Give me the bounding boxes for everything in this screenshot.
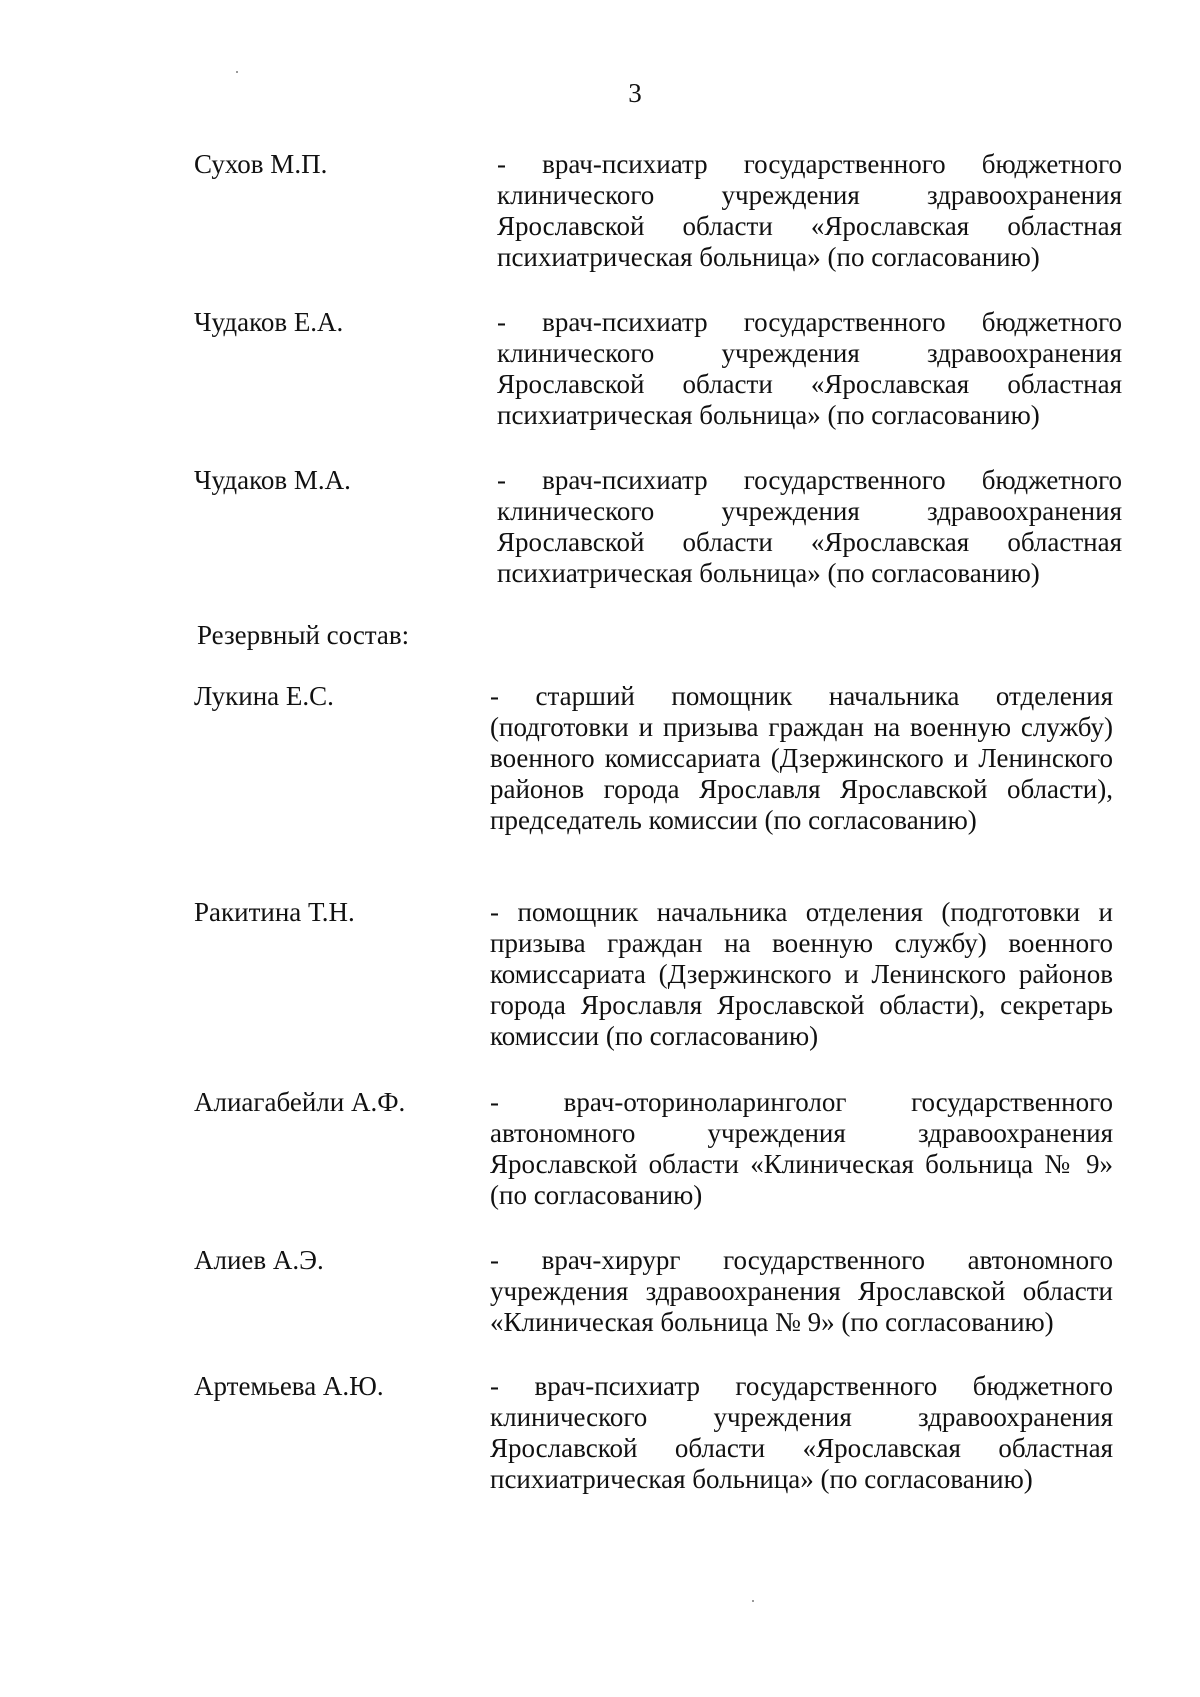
- member-description: - врач-психиатр государственного бюджетного клинического учреждения здравоохранения Ярославской области «Ярославская областная психиатрическая больница» (по согласованию): [497, 465, 1122, 588]
- scan-speck: [236, 71, 238, 73]
- member-name: Артемьева А.Ю.: [194, 1371, 384, 1401]
- member-description: - врач-психиатр государственного бюджетного клинического учреждения здравоохранения Ярославской области «Ярославская областная психиатрическая больница» (по согласованию): [497, 307, 1122, 430]
- member-description: - помощник начальника отделения (подготовки и призыва граждан на военную службу) военного комиссариата (Дзержинского и Ленинского районов города Ярославля Ярославской области), секретарь комиссии (по согласованию): [490, 897, 1113, 1051]
- member-description: - врач-хирург государственного автономного учреждения здравоохранения Ярославской области «Клиническая больница № 9» (по согласованию): [490, 1245, 1113, 1337]
- reserve-heading: Резервный состав:: [197, 620, 410, 650]
- member-name: Лукина Е.С.: [194, 681, 334, 711]
- member-description: - старший помощник начальника отделения (подготовки и призыва граждан на военную службу) военного комиссариата (Дзержинского и Ленинского районов города Ярославля Ярославской области), председатель комиссии (по согласованию): [490, 681, 1113, 835]
- member-name: Чудаков Е.А.: [194, 307, 344, 337]
- page-number: 3: [628, 78, 642, 108]
- member-name: Чудаков М.А.: [194, 465, 351, 495]
- member-name: Алиагабейли А.Ф.: [194, 1087, 406, 1117]
- member-description: - врач-оториноларинголог государственного автономного учреждения здравоохранения Ярославской области «Клиническая больница № 9» (по согласованию): [490, 1087, 1113, 1210]
- member-name: Сухов М.П.: [194, 149, 328, 179]
- scan-speck: [752, 1600, 754, 1602]
- member-name: Ракитина Т.Н.: [194, 897, 355, 927]
- member-description: - врач-психиатр государственного бюджетного клинического учреждения здравоохранения Ярославской области «Ярославская областная психиатрическая больница» (по согласованию): [497, 149, 1122, 272]
- member-name: Алиев А.Э.: [194, 1245, 324, 1275]
- member-description: - врач-психиатр государственного бюджетного клинического учреждения здравоохранения Ярославской области «Ярославская областная психиатрическая больница» (по согласованию): [490, 1371, 1113, 1494]
